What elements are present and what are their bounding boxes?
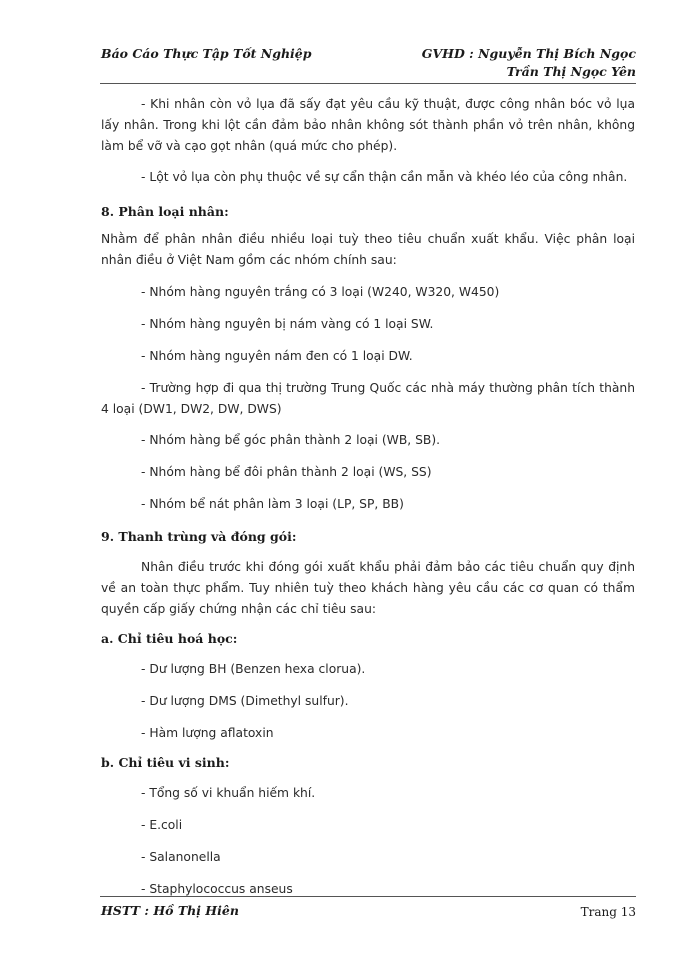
subsection-heading-a: a. Chỉ tiêu hoá học: [101, 631, 238, 646]
list-item: - Hàm lượng aflatoxin [141, 726, 274, 740]
list-item: - Nhóm bể nát phân làm 3 loại (LP, SP, BB) [141, 497, 404, 511]
subsection-heading-b: b. Chỉ tiêu vi sinh: [101, 755, 230, 770]
page-number: Trang 13 [580, 905, 636, 919]
list-item: - Dư lượng DMS (Dimethyl sulfur). [141, 694, 349, 708]
list-item: - Tổng số vi khuẩn hiếm khí. [141, 786, 316, 800]
list-item: - E.coli [141, 818, 183, 832]
section-heading-8: 8. Phân loại nhân: [101, 204, 229, 219]
paragraph: Nhân điều trước khi đóng gói xuất khẩu phải đảm bảo các tiêu chuẩn quy định về an toàn thực phẩm. Tuy nhiên tuỳ theo khách hàng yêu cầu các cơ quan có thẩm quyền cấp giấy chứng nhận các chỉ tiêu sau: [101, 560, 635, 616]
list-item: - Salanonella [141, 850, 221, 864]
paragraph: Nhằm để phân nhân điều nhiều loại tuỳ theo tiêu chuẩn xuất khẩu. Việc phân loại nhân điều ở Việt Nam gồm các nhóm chính sau: [101, 232, 635, 267]
list-item: - Nhóm hàng nguyên trắng có 3 loại (W240, W320, W450) [141, 285, 500, 299]
page-body [101, 94, 635, 900]
list-item: - Nhóm hàng bể góc phân thành 2 loại (WB, SB). [141, 433, 441, 447]
header-advisor-2: Trần Thị Ngọc Yên [506, 64, 636, 79]
paragraph: - Khi nhân còn vỏ lụa đã sấy đạt yêu cầu kỹ thuật, được công nhân bóc vỏ lụa lấy nhân. Trong khi lột cần đảm bảo nhân không sót thành phần vỏ trên nhân, không làm bể vỡ và cạo gọt nhân (quá mức cho phép). [101, 97, 635, 153]
footer-student-name: HSTT : Hồ Thị Hiên [101, 903, 239, 918]
list-item: - Staphylococcus anseus [141, 882, 293, 896]
list-item: - Nhóm hàng nguyên bị nám vàng có 1 loại SW. [141, 317, 434, 331]
list-item: - Nhóm hàng nguyên nám đen có 1 loại DW. [141, 349, 413, 363]
header-report-title: Báo Cáo Thực Tập Tốt Nghiệp [101, 46, 312, 61]
section-heading-9: 9. Thanh trùng và đóng gói: [101, 529, 297, 544]
header-advisor-1: GVHD : Nguyễn Thị Bích Ngọc [421, 46, 636, 61]
footer-divider [100, 896, 636, 897]
paragraph: - Trường hợp đi qua thị trường Trung Quốc các nhà máy thường phân tích thành 4 loại (DW1, DW2, DW, DWS) [101, 381, 635, 416]
list-item: - Dư lượng BH (Benzen hexa clorua). [141, 662, 366, 676]
header-divider [100, 83, 636, 84]
paragraph: - Lột vỏ lụa còn phụ thuộc về sự cẩn thận cần mẫn và khéo léo của công nhân. [141, 170, 628, 184]
list-item: - Nhóm hàng bể đôi phân thành 2 loại (WS, SS) [141, 465, 432, 479]
